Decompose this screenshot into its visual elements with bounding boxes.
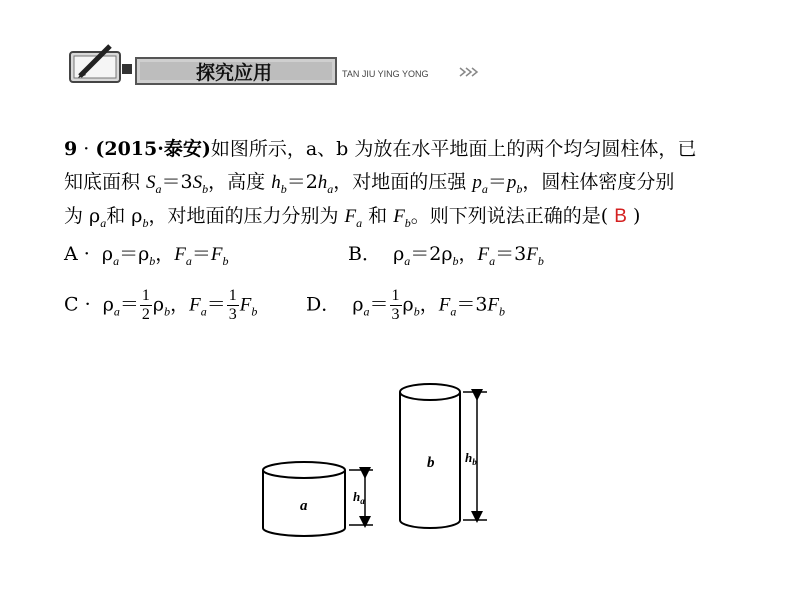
- question-line-3: [64, 207, 640, 229]
- text: ，: [419, 293, 439, 316]
- banner-title: 探究应用: [195, 62, 273, 84]
- text: ＝: [369, 293, 389, 316]
- text: ，高度: [208, 171, 272, 193]
- fraction-denominator: 3: [391, 306, 400, 323]
- var-F: F: [526, 244, 538, 265]
- text: ，对地面的压强: [333, 171, 473, 193]
- option-label: B．: [348, 243, 381, 265]
- sub: b: [537, 254, 544, 268]
- option-label: C ·: [64, 293, 91, 316]
- option-d: [306, 288, 505, 323]
- text: ρ: [152, 293, 165, 316]
- var-S: S: [146, 172, 156, 193]
- sub: b: [280, 182, 287, 196]
- sub: b: [222, 254, 229, 268]
- answer-text: B: [614, 206, 627, 227]
- option-label: D．: [306, 293, 341, 316]
- text: 和: [362, 205, 394, 227]
- var-F: F: [487, 294, 500, 316]
- text: ＝: [119, 293, 139, 316]
- sub: a: [185, 254, 192, 268]
- question-number: 9: [64, 138, 78, 160]
- sub: a: [155, 182, 162, 196]
- text: ＝: [206, 293, 226, 316]
- sub: b: [251, 304, 258, 319]
- sub: a: [327, 182, 334, 196]
- var-h: h: [317, 172, 328, 193]
- sub: a: [489, 254, 496, 268]
- sub: b: [202, 182, 209, 196]
- pen-notebook-icon: [70, 46, 132, 82]
- text: 。则下列说法正确的是(: [410, 205, 609, 227]
- fraction-numerator: 1: [391, 287, 400, 304]
- fraction-denominator: 3: [228, 306, 237, 323]
- text: ρ: [402, 293, 414, 316]
- text: ＝: [487, 171, 507, 193]
- text: ＝2: [286, 171, 318, 193]
- text: ): [633, 205, 641, 227]
- text: ＝3: [495, 243, 527, 265]
- fraction: [140, 288, 152, 323]
- var-F: F: [210, 244, 223, 265]
- sub: a: [404, 254, 411, 268]
- sub: a: [481, 182, 488, 196]
- arrows-icon: [460, 68, 477, 76]
- var-F: F: [344, 206, 357, 227]
- fraction: [390, 288, 402, 323]
- fraction-denominator: 2: [141, 306, 150, 323]
- var-S: S: [192, 172, 203, 193]
- question-line-1: [64, 140, 696, 159]
- var-F: F: [174, 244, 186, 265]
- sub: b: [516, 182, 523, 196]
- var-h: h: [271, 172, 281, 193]
- sub: a: [200, 304, 207, 319]
- text: ρ: [102, 293, 114, 316]
- question-dot: ·: [83, 138, 90, 160]
- var-F: F: [438, 294, 451, 316]
- text: 知底面积: [64, 171, 147, 193]
- cylinders-figure: [255, 375, 515, 545]
- var-F: F: [189, 294, 201, 316]
- sub: b: [142, 216, 149, 230]
- var-p: p: [506, 172, 517, 193]
- var-p: p: [472, 172, 482, 193]
- sub: a: [356, 216, 363, 230]
- sub: a: [100, 216, 107, 230]
- option-label: A ·: [64, 243, 90, 265]
- sub: a: [450, 304, 457, 319]
- text: ，对地面的压力分别为: [148, 205, 345, 227]
- label-b: b: [427, 455, 435, 471]
- sub: a: [363, 304, 370, 319]
- text: 为 ρ: [64, 205, 101, 227]
- fraction: [227, 288, 239, 323]
- option-c: [64, 288, 257, 323]
- text: ＝2ρ: [410, 243, 453, 265]
- banner-pinyin: TAN JIU YING YONG: [342, 69, 429, 79]
- sub: b: [404, 216, 411, 230]
- text: ＝ρ: [119, 243, 150, 265]
- text: ，: [170, 293, 190, 316]
- var-F: F: [239, 294, 252, 316]
- sub: a: [113, 304, 120, 319]
- var-F: F: [477, 244, 490, 265]
- var-F: F: [393, 206, 405, 227]
- sub: a: [113, 254, 120, 268]
- sub: b: [149, 254, 156, 268]
- fraction-numerator: 1: [228, 287, 237, 304]
- text: ρ: [352, 293, 364, 316]
- question-line-2: [64, 173, 674, 195]
- sub: b: [452, 254, 459, 268]
- label-h-a: $h_a$: [353, 489, 365, 506]
- sub: b: [164, 304, 171, 319]
- sub: b: [499, 304, 506, 319]
- text: 和 ρ: [106, 205, 143, 227]
- fraction-numerator: 1: [141, 287, 150, 304]
- option-b: [348, 245, 544, 267]
- question-text-1: 如图所示，a、b 为放在水平地面上的两个均匀圆柱体，已: [210, 138, 697, 160]
- text: ρ: [393, 243, 405, 265]
- option-a: [64, 245, 229, 267]
- text: ＝3: [456, 293, 488, 316]
- text: ＝: [191, 243, 211, 265]
- text: ＝3: [161, 171, 193, 193]
- text: ，: [458, 243, 478, 265]
- text: ，圆柱体密度分别: [522, 171, 675, 193]
- label-a: a: [300, 498, 308, 514]
- text: ρ: [101, 243, 114, 265]
- sub: b: [413, 304, 420, 319]
- text: ，: [155, 243, 175, 265]
- section-banner: [64, 40, 504, 90]
- question-source: (2015·泰安): [95, 138, 211, 160]
- label-h-b: $h_b$: [465, 450, 477, 467]
